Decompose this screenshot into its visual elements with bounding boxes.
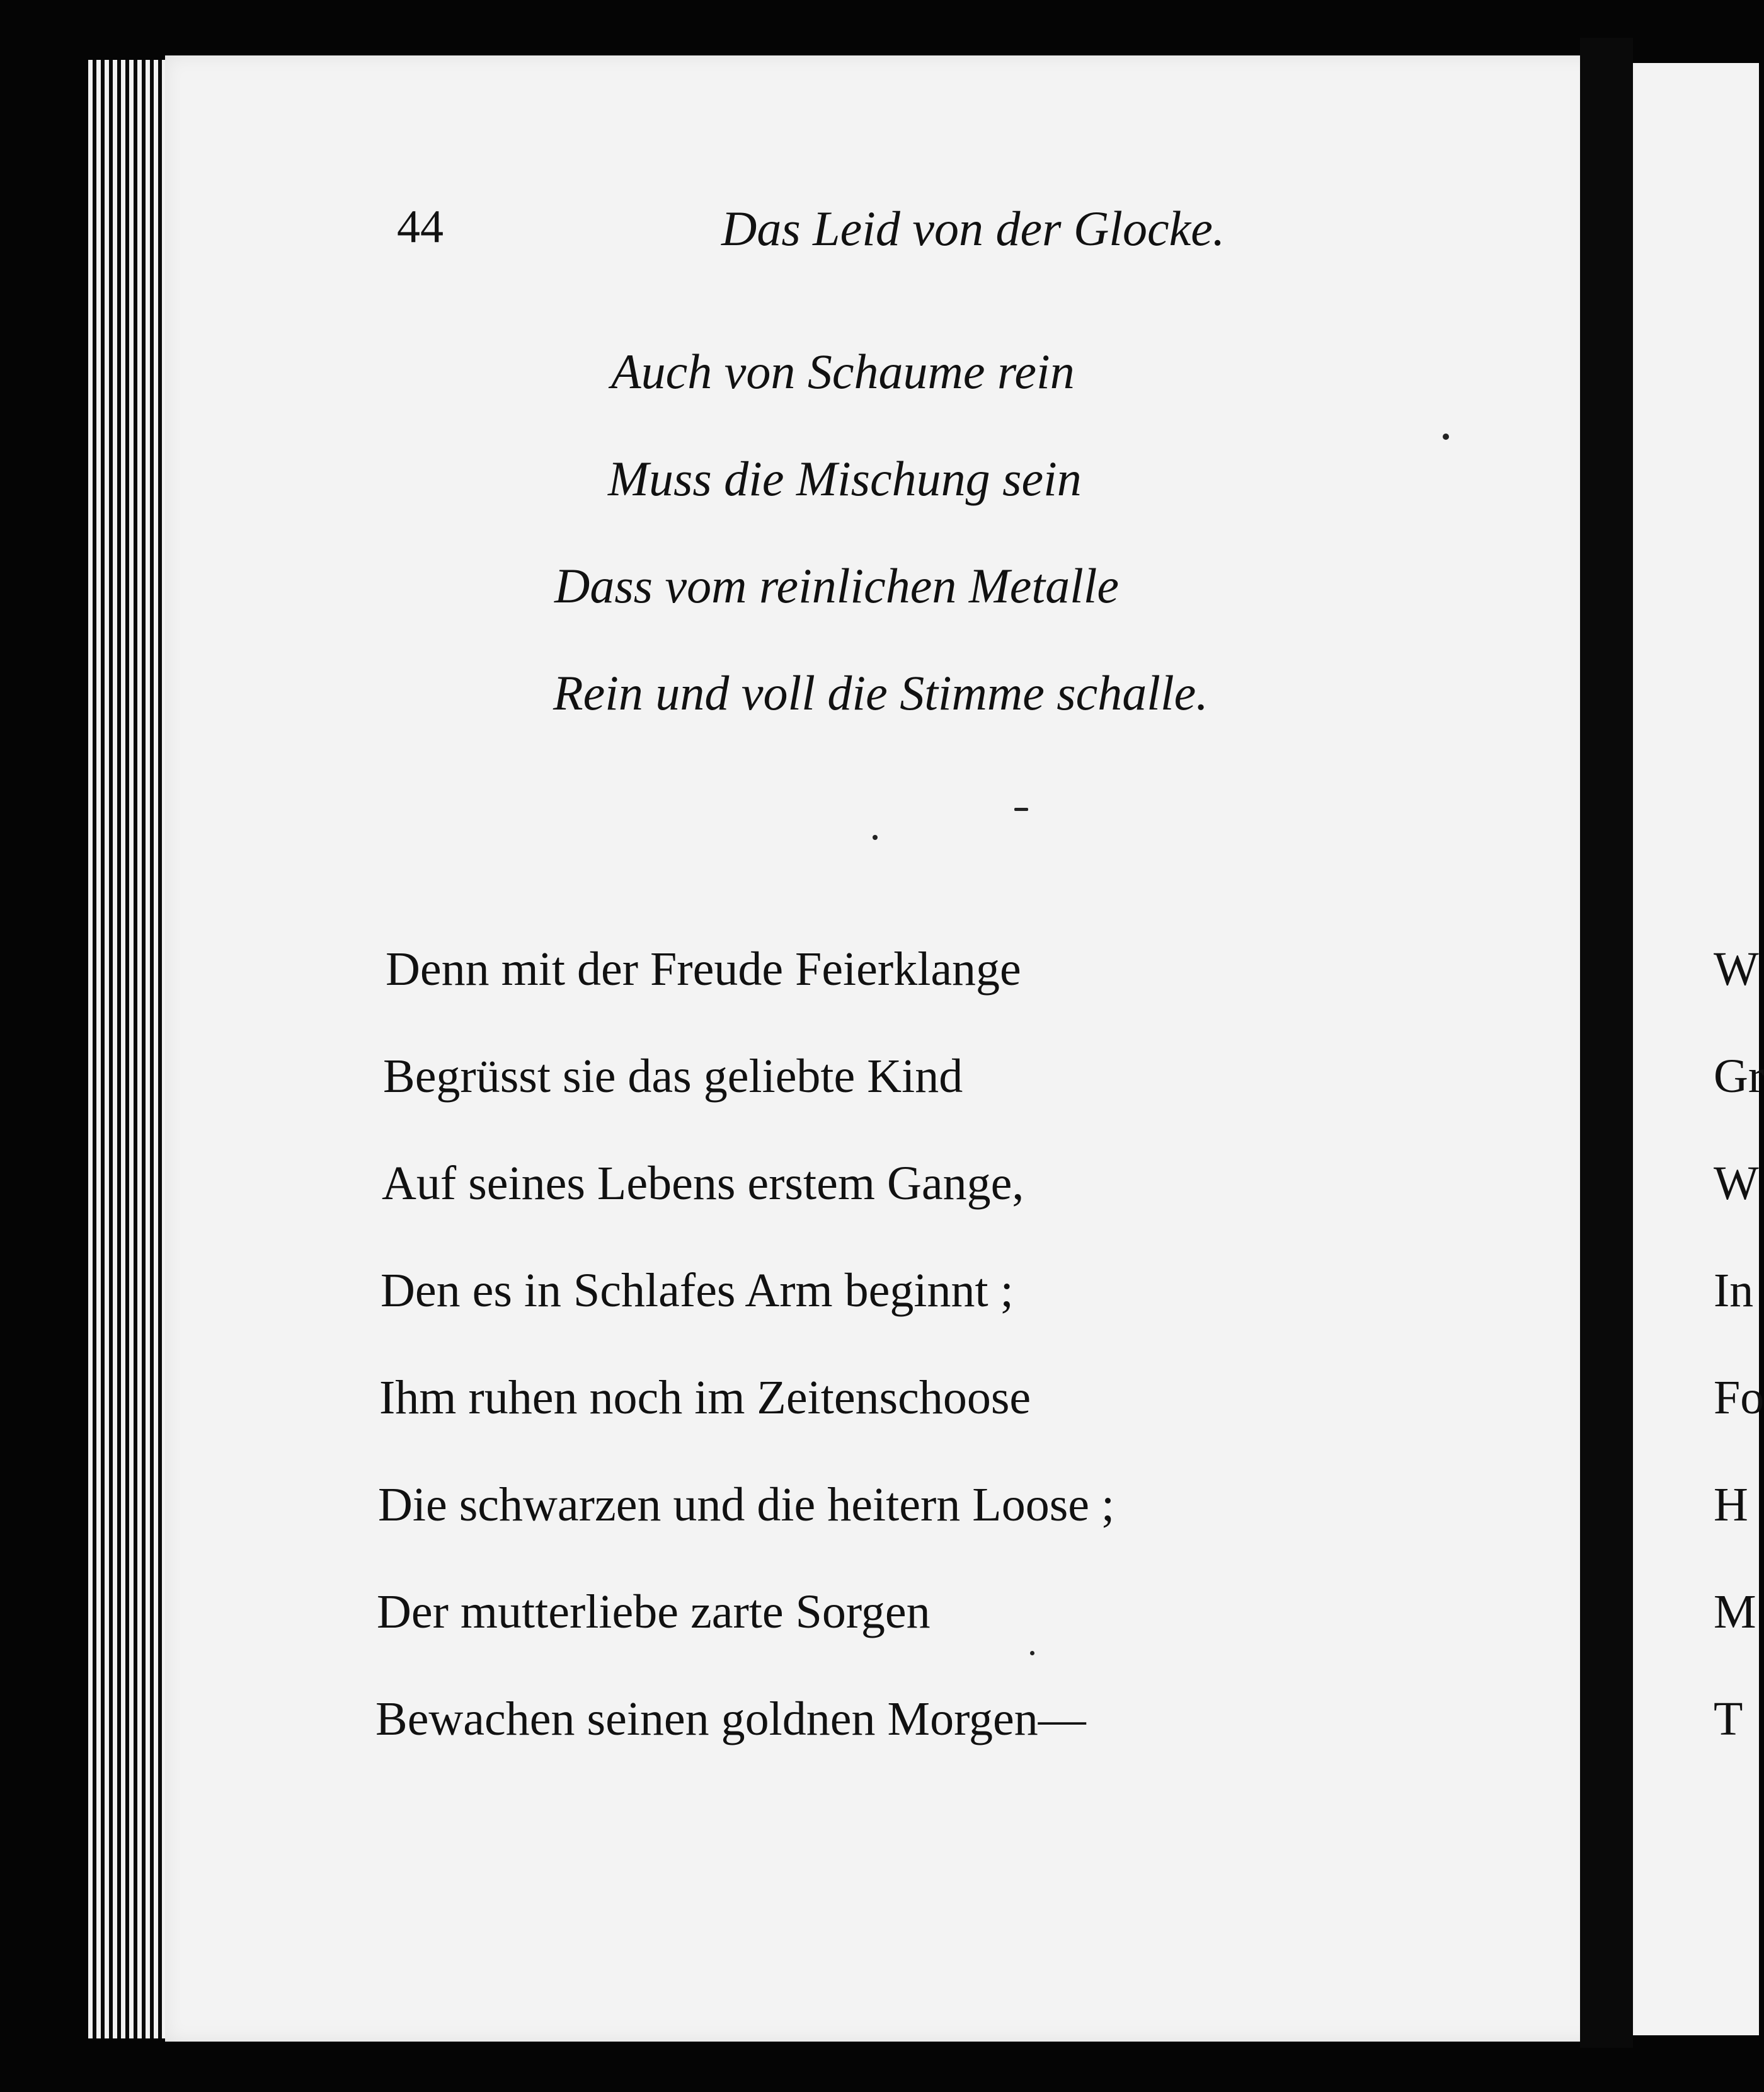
verse-line: Ihm ruhen noch im Zeitenschoose [379, 1371, 1031, 1424]
verse-line: Den es in Schlafes Arm beginnt ; [381, 1264, 1014, 1317]
page-number: 44 [397, 201, 444, 253]
running-title: Das Leid von der Glocke. [721, 201, 1225, 256]
verse-line: Begrüsst sie das geliebte Kind [383, 1050, 963, 1103]
facing-page-letter: H [1714, 1478, 1748, 1531]
stanza-line: Dass vom reinlichen Metalle [554, 558, 1120, 613]
verse-line: Denn mit der Freude Feierklange [386, 943, 1021, 996]
facing-page-letter: Gr [1714, 1050, 1764, 1103]
facing-page-letter: T [1714, 1693, 1743, 1745]
stanza-line: Auch von Schaume rein [611, 344, 1075, 399]
verse-line: Der mutterliebe zarte Sorgen [377, 1585, 931, 1638]
stanza-line: Muss die Mischung sein [608, 451, 1082, 506]
facing-page-letter: M [1714, 1585, 1756, 1638]
facing-page-letter: In [1714, 1264, 1754, 1317]
dust-speck [1014, 808, 1028, 811]
facing-page-letter: W [1714, 1157, 1759, 1210]
facing-page-letter: W [1714, 943, 1759, 996]
dust-speck [873, 835, 878, 840]
facing-page-letter: Fo [1714, 1371, 1764, 1424]
verse-line: Die schwarzen und die heitern Loose ; [378, 1478, 1115, 1531]
dust-speck [1443, 434, 1449, 440]
verse-line: Bewachen seinen goldnen Morgen— [375, 1693, 1086, 1745]
page-edges [88, 60, 170, 2038]
stanza-line: Rein und voll die Stimme schalle. [553, 665, 1208, 720]
dust-speck [1030, 1651, 1034, 1655]
verse-line: Auf seines Lebens erstem Gange, [382, 1157, 1024, 1210]
book-gutter [1580, 38, 1633, 2048]
